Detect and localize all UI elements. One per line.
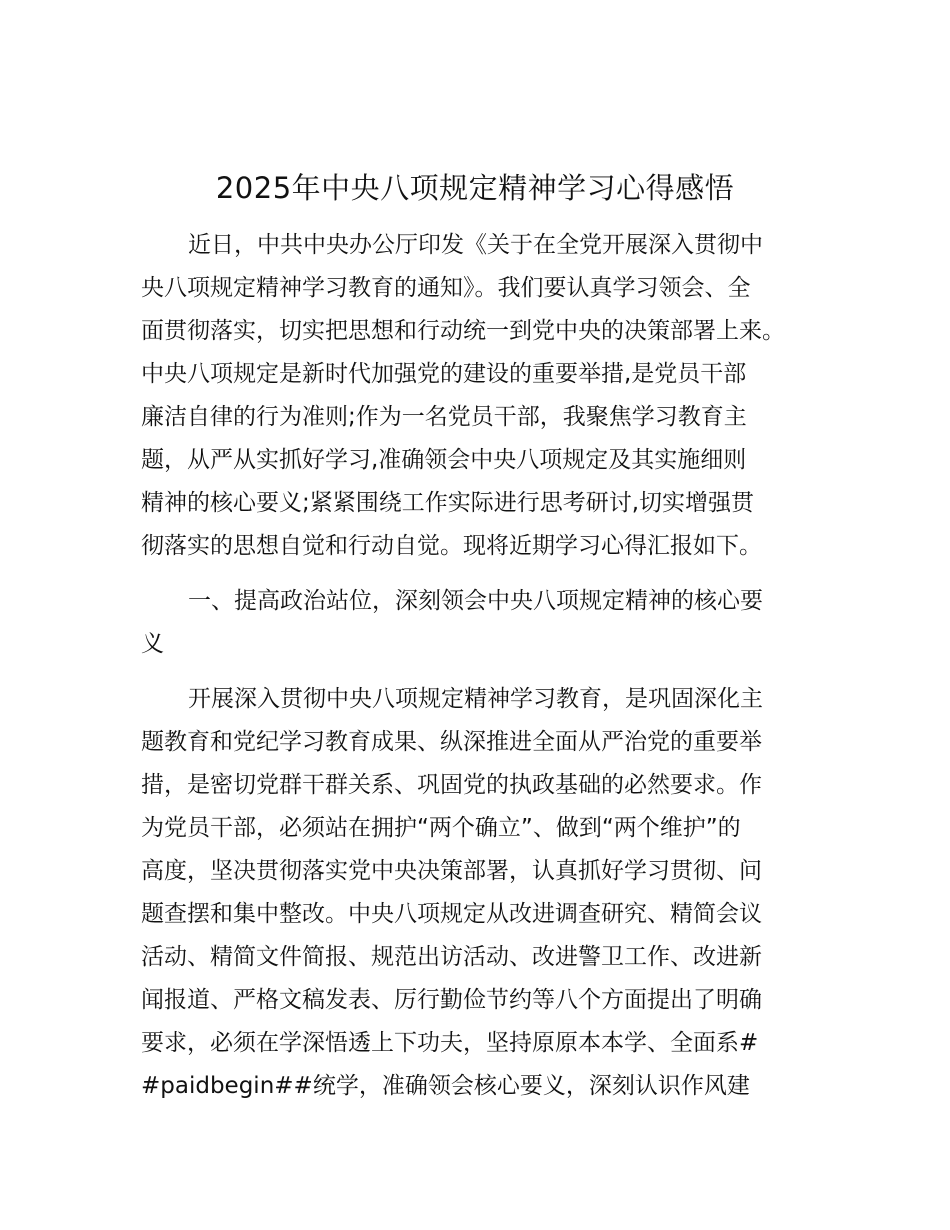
paragraph-line: 近日，中共中央办公厅印发《关于在全党开展深入贯彻中 <box>188 232 763 258</box>
paragraph-line: 高度，坚决贯彻落实党中央决策部署，认真抓好学习贯彻、问 <box>141 858 762 884</box>
paragraph-line: 为党员干部，必须站在拥护“两个确立”、做到“两个维护”的 <box>141 815 741 841</box>
section-heading-line: 义 <box>141 631 164 657</box>
paragraph-line: 要求，必须在学深悟透上下功夫，坚持原原本本学、全面系# <box>141 1030 759 1056</box>
paragraph-line: 中央八项规定是新时代加强党的建设的重要举措,是党员干部 <box>141 361 747 387</box>
paragraph-line: 活动、精简文件简报、规范出访活动、改进警卫工作、改进新 <box>141 944 762 970</box>
section-heading-line: 一、提高政治站位，深刻领会中央八项规定精神的核心要 <box>188 588 763 614</box>
paragraph-line: 闻报道、严格文稿发表、厉行勤俭节约等八个方面提出了明确 <box>141 987 762 1013</box>
paragraph-line: #paidbegin##统学，准确领会核心要义，深刻认识作风建 <box>141 1073 750 1099</box>
paragraph-line: 面贯彻落实，切实把思想和行动统一到党中央的决策部署上来。 <box>141 318 785 344</box>
paragraph-line: 题查摆和集中整改。中央八项规定从改进调查研究、精简会议 <box>141 901 762 927</box>
paragraph-line: 精神的核心要义;紧紧围绕工作实际进行思考研讨,切实增强贯 <box>141 490 755 516</box>
document-title: 2025年中央八项规定精神学习心得感悟 <box>215 171 735 205</box>
paragraph-line: 题，从严从实抓好学习,准确领会中央八项规定及其实施细则 <box>141 447 747 473</box>
paragraph-line: 廉洁自律的行为准则;作为一名党员干部，我聚焦学习教育主 <box>141 404 747 430</box>
paragraph-line: 开展深入贯彻中央八项规定精神学习教育，是巩固深化主 <box>188 686 763 712</box>
paragraph-line: 措，是密切党群干群关系、巩固党的执政基础的必然要求。作 <box>141 772 762 798</box>
paragraph-line: 央八项规定精神学习教育的通知》。我们要认真学习领会、全 <box>141 275 751 301</box>
paragraph-line: 题教育和党纪学习教育成果、纵深推进全面从严治党的重要举 <box>141 729 762 755</box>
paragraph-line: 彻落实的思想自觉和行动自觉。现将近期学习心得汇报如下。 <box>141 533 762 559</box>
